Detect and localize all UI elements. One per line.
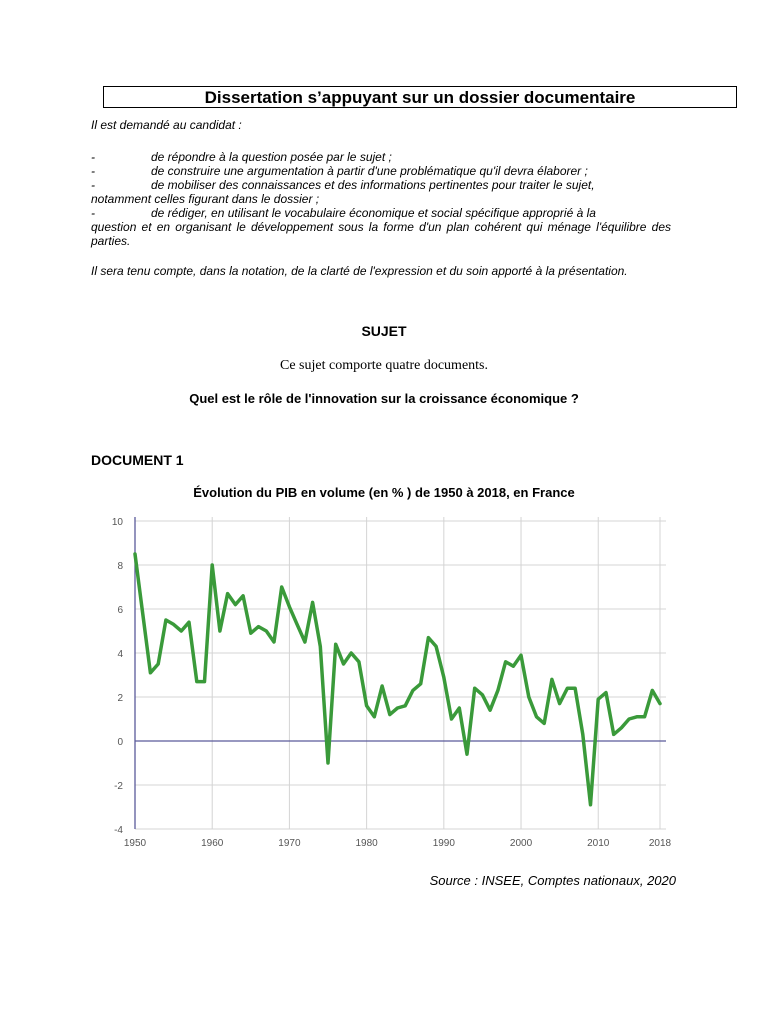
instruction-dash: - — [91, 206, 95, 220]
y-tick-label: 8 — [117, 561, 123, 572]
y-tick-label: 0 — [117, 737, 123, 748]
x-tick-label: 2000 — [509, 838, 533, 849]
instruction-text: de mobiliser des connaissances et des informations pertinentes pour traiter le sujet, — [151, 178, 595, 192]
x-tick-label: 1980 — [355, 838, 378, 849]
y-tick-label: -4 — [114, 825, 123, 836]
subject-question: Quel est le rôle de l'innovation sur la croissance économique ? — [189, 391, 579, 406]
x-tick-label: 1950 — [123, 838, 147, 849]
x-tick-label: 1990 — [432, 838, 455, 849]
document-label: DOCUMENT 1 — [91, 452, 184, 468]
y-tick-label: 10 — [111, 517, 123, 528]
instruction-dash: - — [91, 178, 95, 192]
instruction-text: de répondre à la question posée par le sujet ; — [151, 150, 392, 164]
instruction-text: de rédiger, en utilisant le vocabulaire économique et social spécifique approprié à la — [151, 206, 596, 220]
instruction-dash: - — [91, 150, 95, 164]
intro-text: Il est demandé au candidat : — [91, 118, 242, 132]
x-tick-label: 2018 — [648, 838, 672, 849]
x-tick-label: 1970 — [278, 838, 301, 849]
documents-count-text: Ce sujet comporte quatre documents. — [280, 358, 488, 373]
y-tick-label: 4 — [117, 649, 123, 660]
gdp-growth-series-line — [135, 554, 660, 805]
source-citation: Source : INSEE, Comptes nationaux, 2020 — [429, 873, 676, 888]
chart-title: Évolution du PIB en volume (en % ) de 1950 à 2018, en France — [193, 485, 575, 500]
y-tick-label: -2 — [114, 781, 123, 792]
document-title: Dissertation s’appuyant sur un dossier documentaire — [103, 86, 737, 108]
x-tick-label: 1960 — [201, 838, 224, 849]
y-tick-label: 2 — [117, 693, 123, 704]
instruction-continuation: question et en organisant le développement sous la forme d'un plan cohérent qui ménage l'équilibre des parties. — [91, 220, 671, 248]
instruction-text: de construire une argumentation à partir d'une problématique qu'il devra élaborer ; — [151, 164, 588, 178]
grading-note: Il sera tenu compte, dans la notation, de la clarté de l'expression et du soin apporté à la présentation. — [91, 264, 628, 278]
instruction-continuation: notamment celles figurant dans le dossier ; — [91, 192, 320, 206]
sujet-heading: SUJET — [361, 323, 407, 339]
x-tick-label: 2010 — [587, 838, 610, 849]
instruction-dash: - — [91, 164, 95, 178]
y-tick-label: 6 — [117, 605, 123, 616]
